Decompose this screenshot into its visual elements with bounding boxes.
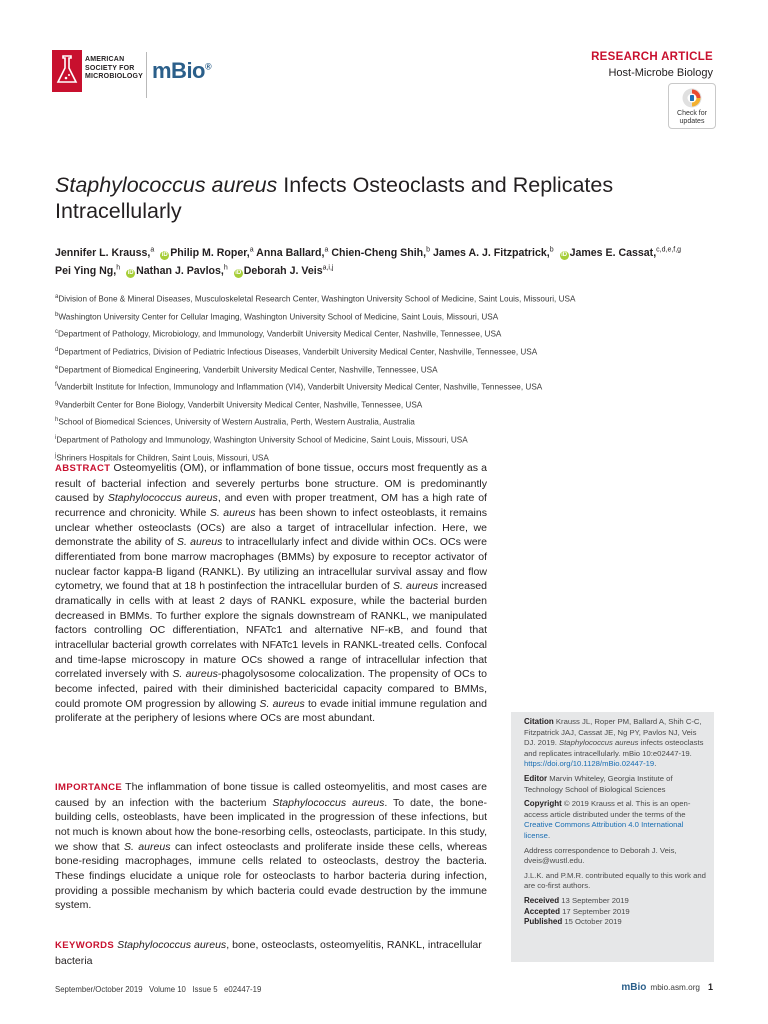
author[interactable]: Anna Ballard,$^a$: [256, 246, 329, 259]
footer-site: [621, 982, 713, 993]
equal-contribution: J.L.K. and P.M.R. contributed equally to this work and are co-first authors.: [524, 870, 706, 891]
received-date: Received 13 September 2019: [524, 895, 629, 905]
affiliation: $^e$Department of Biomedical Engineering, Vanderbilt University Medical Center, Nashville, Tennessee, USA: [55, 364, 438, 375]
keywords-paragraph: KEYWORDS Staphylococcus aureus, bone, osteoclasts, osteomyelitis, RANKL, intracellular bacteria: [55, 939, 482, 967]
page-number: 1: [707, 982, 713, 992]
license-link[interactable]: Creative Commons Attribution 4.0 International license: [524, 820, 684, 840]
editor: Editor Marvin Whiteley, Georgia Institute of Technology School of Biological Sciences: [524, 773, 673, 794]
article-title: Staphylococcus aureus Infects Osteoclasts and Replicates Intracellularly: [55, 173, 614, 223]
author[interactable]: iD Philip M. Roper,$^a$: [161, 246, 254, 259]
affiliation: $^i$Department of Pathology and Immunology, Washington University School of Medicine, Saint Louis, Missouri, USA: [55, 435, 468, 445]
check-updates-icon: [682, 88, 702, 108]
asm-name: AMERICAN SOCIETY FOR MICROBIOLOGY: [85, 56, 144, 80]
affiliation: $^b$Washington University Center for Cellular Imaging, Washington University School of Medicine, Saint Louis, Missouri, USA: [55, 311, 499, 322]
author[interactable]: iD James E. Cassat,$^{c,d,e,f,g}$: [561, 246, 682, 259]
affiliation: $^g$Vanderbilt Center for Bone Biology, Vanderbilt University Medical Center, Nashville, Tennessee, USA: [55, 399, 423, 410]
citation: Citation Krauss JL, Roper PM, Ballard A, Shih C-C, Fitzpatrick JAJ, Cassat JE, Ng PY, Pavlos NJ, Veis DJ. 2019. Staphylococcus aureus infects osteoclasts and replicates intracellularly. mBio 10:e02447-19. https://doi.org/10.1128/mBio.02447-19.: [524, 717, 704, 769]
citation-sidebar: [511, 712, 714, 962]
orcid-icon[interactable]: iD: [127, 270, 134, 277]
footer-issue-info: September/October 2019 Volume 10 Issue 5 e02447-19: [55, 985, 262, 994]
affiliation: $^f$Vanderbilt Institute for Infection, Immunology and Inflammation (VI4), Vanderbilt University Medical Center, Nashville, Tennessee, USA: [55, 382, 543, 392]
affiliation: $^d$Department of Pediatrics, Division of Pediatric Infectious Diseases, Vanderbilt University Medical Center, Nashville, Tennessee, USA: [55, 346, 538, 357]
article-type: RESEARCH ARTICLE: [591, 51, 713, 63]
affiliation: $^h$School of Biomedical Sciences, University of Western Australia, Perth, Western Australia, Australia: [55, 417, 415, 428]
orcid-icon[interactable]: iD: [561, 251, 568, 258]
importance-label: IMPORTANCE: [55, 782, 123, 793]
author[interactable]: iD Deborah J. Veis$^{a,i,j}$: [235, 264, 334, 278]
author[interactable]: James A. J. Fitzpatrick,$^b$: [432, 246, 554, 259]
abstract-paragraph: ABSTRACT Osteomyelitis (OM), or inflammation of bone tissue, occurs most frequently as a result of bacterial infection and severely perturbs bone structure. OM is predominantly caused by Staphylococcus aureus, and even with proper treatment, OM has a high rate of recurrence and chronicity. While S. aureus has been shown to infect osteoblasts, it remains unclear whether osteoclasts (OCs) are also a target of intracellular infection. Here, we demonstrate the ability of S. aureus to intracellularly infect and divide within OCs. OCs were differentiated from bone marrow macrophages (BMMs) by exposure to receptor activator of nuclear factor kappa-B ligand (RANKL). By utilizing an intracellular survival assay and flow cytometry, we found that at 18 h postinfection the intracellular burden of S. aureus increased dramatically in cells with at least 2 days of RANKL exposure, while the bacterial burden decreased in BMMs. To further explore the signals downstream of RANKL, we manipulated factors controlling OC differentiation, NFATc1 and alternative NF-κB, and found that intracellular bacterial growth correlates with NFATc1 levels in RANKL-treated cells. Confocal and time-lapse microscopy in mature OCs showed a range of intracellular infection that correlated inversely with S. aureus-phagolysosome colocalization. The propensity of OCs to become infected, paired with their diminished bactericidal capacity compared to BMMs, could promote OM progression by allowing S. aureus to evade initial immune regulation and proliferate at the periphery of lesions where OCs are most abundant.: [55, 462, 488, 725]
doi-link[interactable]: https://doi.org/10.1128/mBio.02447-19: [524, 759, 655, 769]
author-list: [55, 242, 715, 279]
published-date: Published 15 October 2019: [524, 917, 622, 927]
affiliation: $^a$Division of Bone & Mineral Diseases, Musculoskeletal Research Center, Washington University School of Medicine, Saint Louis, Missouri, USA: [55, 294, 576, 304]
site-link[interactable]: mbio.asm.org: [650, 983, 700, 992]
author[interactable]: iD Nathan J. Pavlos,$^h$: [127, 264, 228, 278]
orcid-icon[interactable]: iD: [161, 251, 168, 258]
orcid-icon[interactable]: iD: [235, 270, 242, 277]
logo-divider: [146, 52, 147, 98]
keywords-label: KEYWORDS: [55, 940, 115, 951]
accepted-date: Accepted 17 September 2019: [524, 906, 630, 916]
asm-logo[interactable]: [52, 50, 147, 100]
article-section: Host-Microbe Biology: [608, 67, 713, 79]
importance-paragraph: IMPORTANCE The inflammation of bone tissue is called osteomyelitis, and most cases are caused by an infection with the bacterium Staphylococcus aureus. To date, the bone-building cells, osteoblasts, have been implicated in the progression of these infections, but not much is known about how the bone-resorbing cells, osteoclasts, participate. In this study, we show that S. aureus can infect osteoclasts and proliferate inside these cells, whereas bone-residing macrophages, immune cells related to osteoclasts, destroy the bacteria. These findings elucidate a unique role for osteoclasts to harbor bacteria during infection, providing a possible mechanism by which bacteria could evade destruction by the immune system.: [55, 781, 487, 912]
correspondence: Address correspondence to Deborah J. Veis, dveis@wustl.edu.: [524, 845, 677, 866]
copyright: Copyright © 2019 Krauss et al. This is an open-access article distributed under the terms of the Creative Commons Attribution 4.0 International license.: [524, 799, 691, 840]
affiliation: $^j$Shriners Hospitals for Children, Saint Louis, Missouri, USA: [55, 452, 269, 463]
author[interactable]: Pei Ying Ng,$^h$: [55, 264, 121, 278]
author[interactable]: Chien-Cheng Shih,$^b$: [331, 246, 430, 259]
mbio-mini-logo: mBio: [621, 982, 647, 993]
mbio-logo[interactable]: mBio®: [152, 58, 212, 83]
check-for-updates-button[interactable]: [668, 83, 716, 129]
affiliation-list: [55, 290, 715, 466]
author[interactable]: Jennifer L. Krauss,$^a$: [55, 246, 155, 259]
check-updates-label: Check for updates: [677, 110, 707, 125]
asm-flask-icon: [52, 50, 82, 92]
affiliation: $^c$Department of Pathology, Microbiology, and Immunology, Vanderbilt University Medical Center, Nashville, Tennessee, USA: [55, 329, 502, 340]
abstract-label: ABSTRACT: [55, 463, 111, 474]
